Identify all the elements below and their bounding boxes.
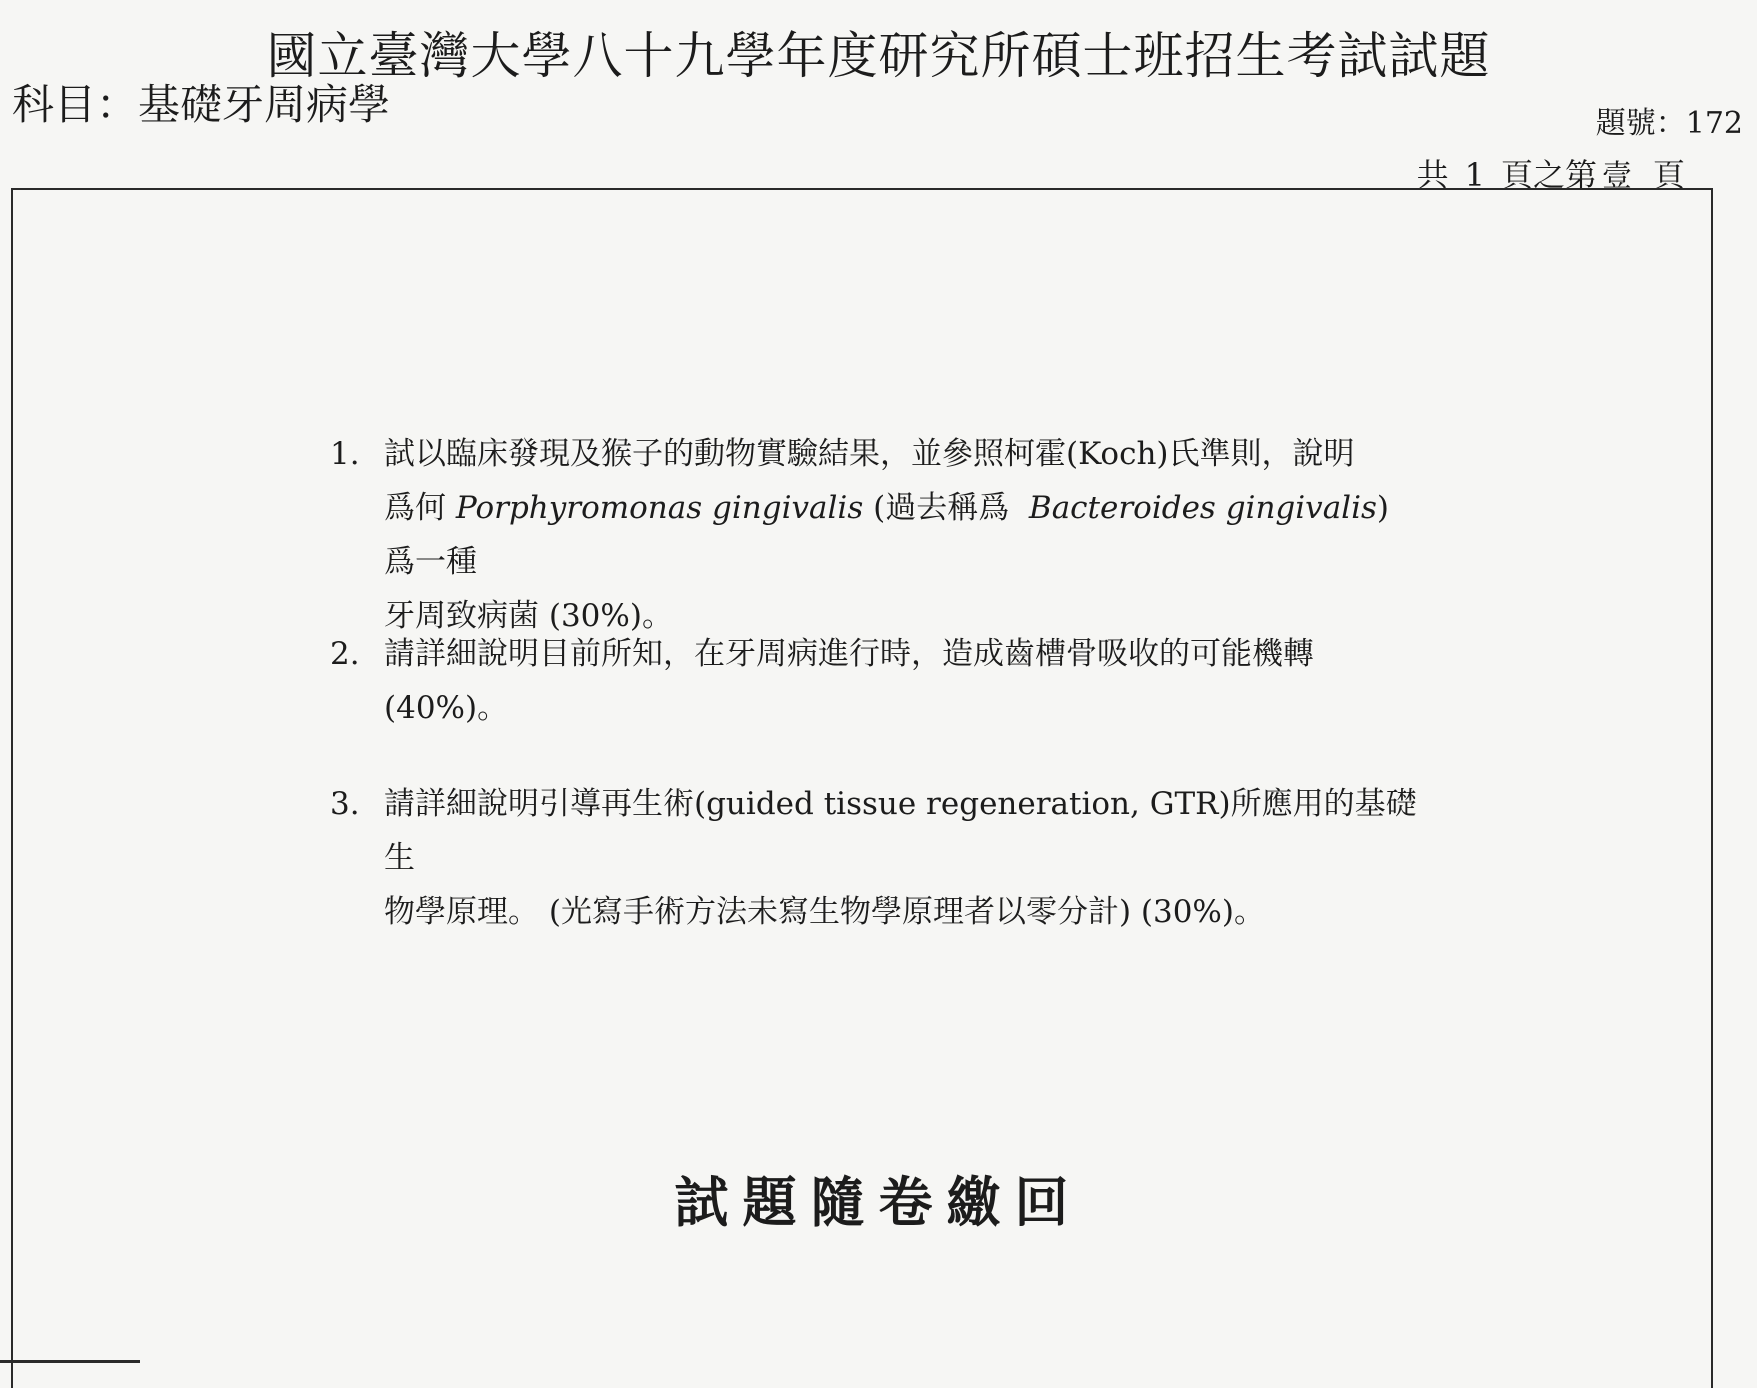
question-1-line-2-post: ) 爲一種 [384, 490, 1390, 580]
question-number: 題號：172 [1595, 106, 1743, 141]
page-total: 1 [1464, 156, 1485, 194]
question-1 [330, 427, 1420, 643]
page-total-prefix: 共 [1416, 156, 1449, 194]
question-3-line-1: 請詳細說明引導再生術(guided tissue regeneration, GTR)所應用的基礎生 [384, 786, 1417, 876]
question-number-3: 3. [330, 786, 360, 822]
page-suffix: 頁 [1652, 156, 1685, 194]
return-paper-stamp: 試題隨卷繳回 [674, 1170, 1083, 1234]
question-number-1: 1. [330, 436, 360, 472]
frame-bottom-line [0, 1360, 140, 1363]
question-1-line-3: 牙周致病菌 (30%)。 [384, 598, 673, 634]
question-2-line-1: 請詳細說明目前所知，在牙周病進行時，造成齒槽骨吸收的可能機轉 [384, 636, 1314, 672]
question-1-line-2 [384, 481, 1420, 589]
question-3-line-2: 物學原理。 (光寫手術方法未寫生物學原理者以零分計) (30%)。 [384, 894, 1265, 930]
page-current: 壹 [1601, 159, 1632, 194]
question-1-line-2-mid: (過去稱爲 [873, 490, 1010, 526]
question-1-line-1: 試以臨床發現及猴子的動物實驗結果，並參照柯霍(Koch)氏準則，說明 [384, 436, 1355, 472]
question-3 [330, 777, 1420, 939]
question-number-2: 2. [330, 636, 360, 672]
page-middle: 頁之第 [1500, 156, 1597, 194]
question-2-line-2: (40%)。 [384, 690, 509, 726]
species-name-1: Porphyromonas gingivalis [455, 490, 864, 526]
exam-title: 國立臺灣大學八十九學年度研究所碩士班招生考試試題 [266, 27, 1491, 85]
subject-label: 科目：基礎牙周病學 [12, 80, 391, 129]
question-1-line-2-pre: 爲何 [384, 490, 446, 526]
question-2 [330, 627, 1420, 735]
species-name-2: Bacteroides gingivalis [1028, 490, 1377, 526]
